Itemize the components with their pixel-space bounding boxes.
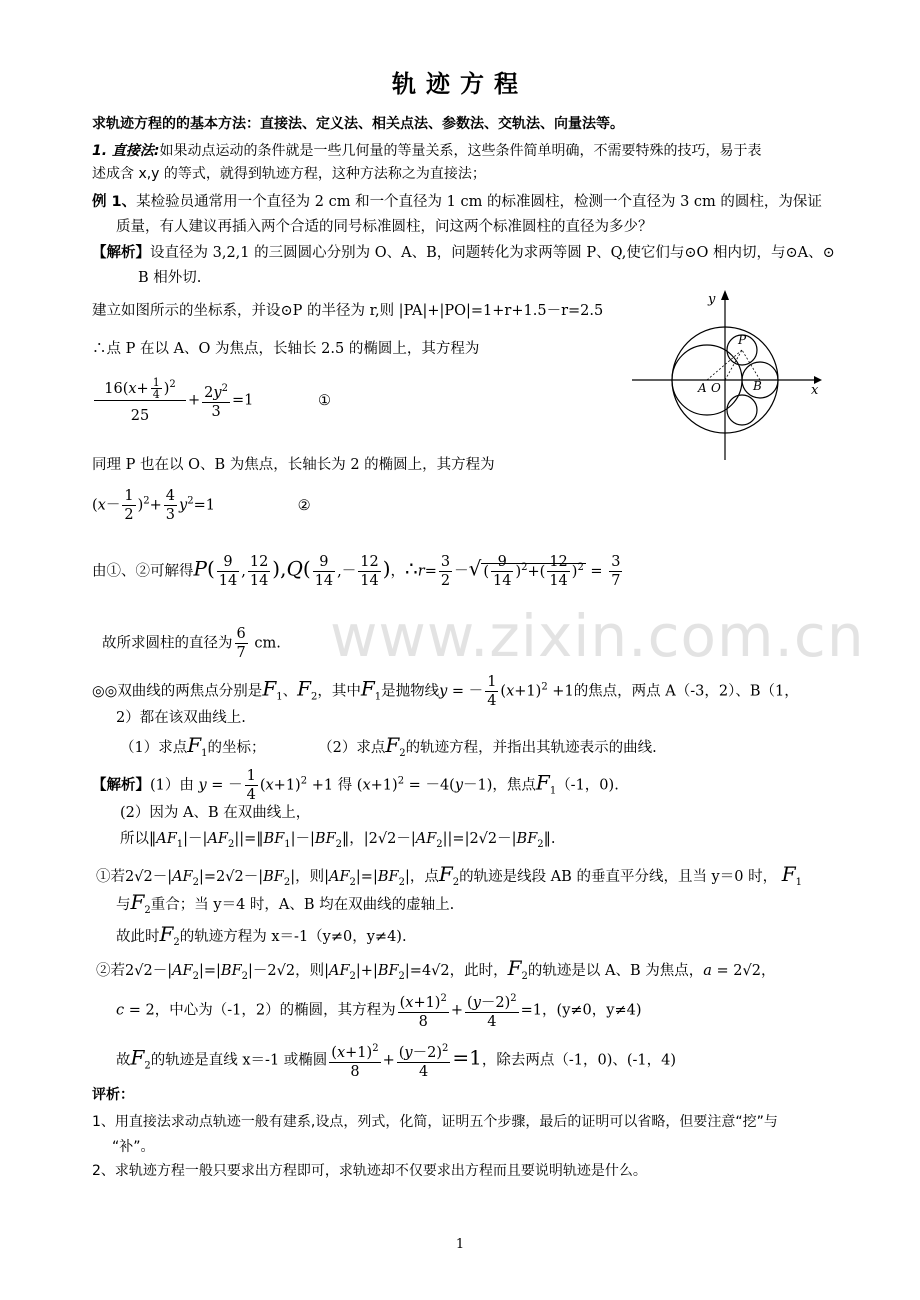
sol2-c1b: ，则 — [295, 869, 325, 885]
method1-line2: 述成含 x,y 的等式，就得到轨迹方程，这种方法称之为直接法； — [92, 166, 486, 182]
sol2-case2-line2: c = 2，中心为（-1，2）的椭圆，其方程为 $\frac{(x+1)^2}{8}$ + $\frac{(y-2)^2}{4}$ =1，(y≠0，y≠4) — [116, 990, 641, 1031]
sol2-line1: 【解析】(1）由 y = － $\frac{1}{4}$ $(x+1)^2 +1$ 得 $(x+1)^2 = -4(y-1)$，焦点$F_1(-1$，0). — [92, 768, 619, 803]
sol1-line1-text: 设直径为 3,2,1 的三圆圆心分别为 O、A、B，问题转化为求两等圆 P、Q,使它们与⊙O 相内切，与⊙A、⊙ — [150, 245, 835, 261]
diagram-label-b: B — [753, 379, 762, 393]
sol2-c2c: ，此时， — [449, 963, 508, 979]
diagram-label-a: A — [698, 381, 707, 395]
y-axis-arrow — [721, 290, 729, 300]
sol1-line1 — [92, 243, 835, 263]
question1-a: （1）求点 — [120, 740, 188, 756]
example2-line1: ◎◎双曲线的两焦点分别是$F_1$、$F_2$，其中$F_1$是抛物线y = － $\frac{1}{4}$ $(x+1)^2 +1$的焦点，两点 A（-3，2）、B（1， — [92, 674, 799, 709]
sol2-c1e: 与 — [116, 897, 131, 913]
method1-label: 1. 直接法: — [92, 143, 160, 159]
diagram-y-label: y — [708, 292, 716, 307]
sol2-conclusion: 故$F_2$的轨迹是直线 x＝-1 或椭圆 $\frac{(x+1)^2}{8}$ + $\frac{(y-2)^2}{4}$ =1，除去两点（-1，0)、(-1，4) — [116, 1040, 676, 1081]
example2-text1b: ，其中 — [317, 683, 361, 700]
example1-line2: 质量，有人建议再插入两个合适的同号标准圆柱，问这两个标准圆柱的直径为多少？ — [116, 219, 653, 235]
question1-b: 的坐标； — [207, 740, 266, 756]
sol1-line4: ∴点 P 在以 A、O 为焦点，长轴长 2.5 的椭圆上，其方程为 — [92, 341, 480, 357]
sol2-c3b: 的轨迹是直线 x＝-1 或椭圆 — [150, 1052, 328, 1069]
comment-item1-line2: “补”。 — [112, 1139, 155, 1155]
sol2-c1d: 的轨迹是线段 AB 的垂直平分线，且当 y＝0 时， — [459, 869, 778, 885]
sol2-c2b: ，则 — [295, 963, 325, 979]
sol2-c1f: 重合；当 y＝4 时，A、B 均在双曲线的虚轴上. — [150, 897, 455, 913]
sol2-c1c: ，点 — [409, 869, 439, 885]
sol1-line7-unit: cm. — [254, 635, 281, 652]
method1-text1: 如果动点运动的条件就是一些几何量的等量关系，这些条件简单明确，不需要特殊的技巧，易于表 — [159, 143, 762, 159]
example1-label: 例 1、 — [92, 194, 137, 210]
example2-questions: （1）求点$F_1$的坐标； （2）求点$F_2$的轨迹方程，并指出其轨迹表示的曲线. — [120, 733, 657, 759]
example2-text1c: 是抛物线 — [381, 683, 440, 700]
comment-item1-line1: 1、用直接法求动点轨迹一般有建系,设点，列式，化简，证明五个步骤，最后的证明可以省略，但要注意“挖”与 — [92, 1114, 778, 1130]
comment-label: 评析： — [92, 1087, 134, 1103]
sol2-case1-line1: ①若$2√2-|AF_2|=2√2-|BF_2|$，则$|AF_2|=|BF_2|$，点$F_2$的轨迹是线段 AB 的垂直平分线，且当 y＝0 时， $F_1$ — [96, 862, 802, 888]
sol2-p1d: （-1，0). — [556, 777, 619, 794]
sol1-line6-text: 由①、②可解得 — [92, 563, 194, 580]
sol2-c1a: ①若 — [96, 869, 125, 885]
sol1-line7-text: 故所求圆柱的直径为 — [102, 635, 233, 652]
sol2-case1-line2: 与$F_2$重合；当 y＝4 时，A、B 均在双曲线的虚轴上. — [116, 890, 455, 916]
sol2-label: 【解析】 — [92, 776, 150, 794]
sol2-p1c: ，焦点 — [492, 777, 536, 794]
diagram-x-label: x — [811, 383, 819, 398]
sol2-p1b: 得 — [337, 777, 353, 794]
diagram-label-o: O — [711, 381, 721, 395]
sol1-line2: B 相外切. — [138, 270, 202, 286]
sol2-line3: 所以$‖AF_1|-|AF_2||=‖BF_1|-|BF_2‖$，$|2√2-|AF_2||=|2√2-|BF_2‖$. — [120, 831, 556, 850]
comment-item2: 2、求轨迹方程一般只要求出方程即可，求轨迹却不仅要求出方程而且要说明轨迹是什么。 — [92, 1163, 647, 1179]
sol2-line2: (2）因为 A、B 在双曲线上， — [120, 805, 311, 821]
sol1-label: 【解析】 — [92, 244, 150, 261]
example2-line2: 2）都在该双曲线上. — [116, 710, 246, 726]
sol2-c2a: ②若 — [96, 963, 125, 979]
example2-label: ◎◎ — [92, 683, 118, 700]
question2-b: 的轨迹方程，并指出其轨迹表示的曲线. — [405, 740, 657, 756]
sol2-p3a: 所以 — [120, 831, 149, 847]
sol2-c2e: ，中心为（-1，2）的椭圆，其方程为 — [154, 1002, 396, 1019]
circle-diagram — [632, 288, 822, 460]
example2-text1d: 的焦点，两点 A（-3，2）、B（1， — [573, 683, 799, 700]
circle-q — [727, 395, 757, 425]
sol1-line3: 建立如图所示的坐标系，并设⊙P 的半径为 r,则 |PA|+|PO|=1+r+1.5－r=2.5 — [92, 303, 604, 319]
equation-2: (x－ $\frac{1}{2}$ )$^2$+ $\frac{4}{3}$ $y^2=1$ ② — [92, 488, 311, 523]
intro-methods: 求轨迹方程的的基本方法：直接法、定义法、相关点法、参数法、交轨法、向量法等。 — [92, 116, 624, 132]
eq2-mark: ② — [297, 497, 311, 514]
sol2-case2-line1: ②若$2√2-|AF_2|=|BF_2|-2√2$，则$|AF_2|+|BF_2|=4√2$，此时，$F_2$的轨迹是以 A、B 为焦点，a = 2√2， — [96, 956, 776, 982]
question2-a: （2）求点 — [318, 740, 386, 756]
sol1-line5: 同理 P 也在以 O、B 为焦点，长轴长为 2 的椭圆上，其方程为 — [92, 457, 495, 473]
sol2-p1a: (1）由 — [150, 777, 194, 794]
method1-line1 — [92, 141, 762, 161]
sol2-c3a: 故 — [116, 1052, 131, 1069]
example1-line1 — [92, 192, 822, 212]
sol2-c2f: ，(y≠0，y≠4) — [542, 1002, 642, 1019]
example1-text1: 某检验员通常用一个直径为 2 cm 和一个直径为 1 cm 的标准圆柱，检测一个直径为 3 cm 的圆柱，为保证 — [136, 194, 822, 210]
sol2-c3c: ，除去两点（-1，0)、(-1，4) — [481, 1052, 677, 1069]
example2-text1a: 双曲线的两焦点分别是 — [117, 683, 263, 700]
sol1-line7: 故所求圆柱的直径为 $\frac{6}{7}$ cm. — [102, 626, 281, 661]
watermark: www.zixin.com.cn — [330, 602, 865, 670]
sol2-c1g: 故此时 — [116, 929, 160, 945]
diagram-label-p: P — [738, 333, 747, 347]
page-number: 1 — [455, 1237, 465, 1252]
sol2-c2d: 的轨迹是以 A、B 为焦点， — [527, 963, 704, 979]
page-title: 轨迹方程 — [392, 69, 528, 98]
sol1-line6: 由①、②可解得P( $\frac{9}{14}$ , $\frac{12}{14}$ ),Q( $\frac{9}{14}$ ,－ $\frac{12}{14}$ )，∴r= $\frac{3}{2}$ －√ ( $\frac{9}{14}$ )$^2$+( $\frac{12}{14}$ )$^2$ = $\frac{3}{7}$ — [92, 554, 621, 589]
equation-1: 16(x+ $\frac{1}{4}$ )$^2$ 25 + $\frac{2y^2}{3}$ =1 ① — [92, 376, 331, 425]
eq1-mark: ① — [317, 392, 331, 409]
sol2-c1h: 的轨迹方程为 x＝-1（y≠0，y≠4). — [179, 929, 407, 945]
sol2-case1-line3: 故此时$F_2$的轨迹方程为 x＝-1（y≠0，y≠4). — [116, 922, 407, 948]
